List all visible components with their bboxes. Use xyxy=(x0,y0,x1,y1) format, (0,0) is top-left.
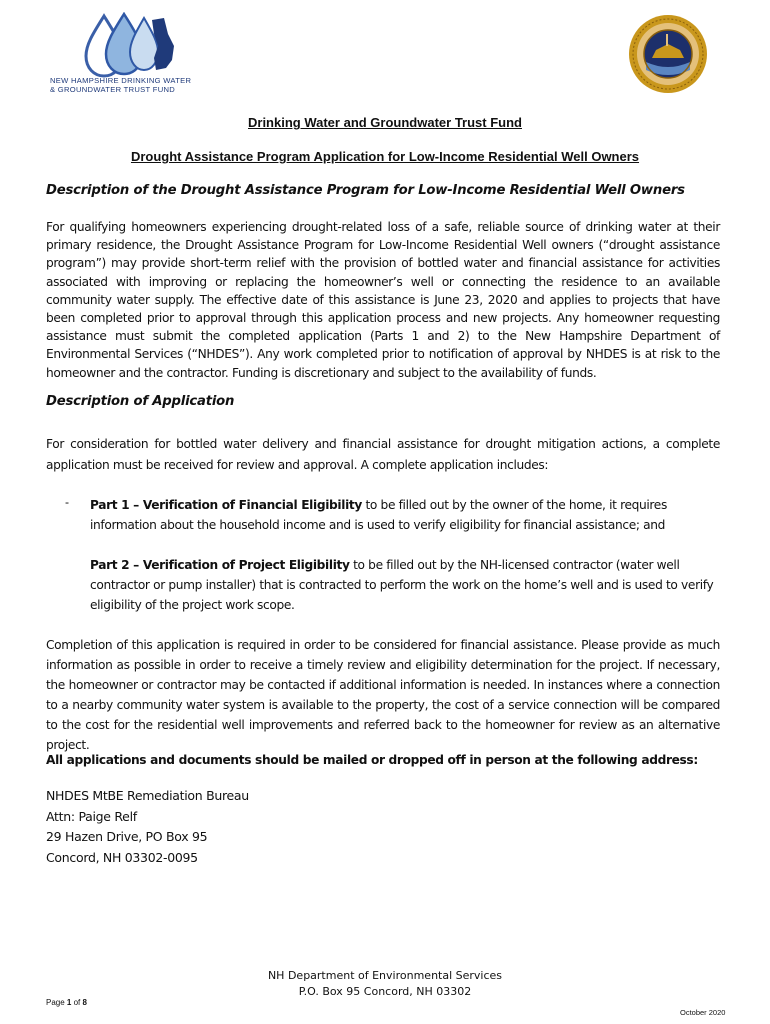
page-number xyxy=(46,998,87,1007)
footer-line-1: NH Department of Environmental Services xyxy=(267,969,503,982)
application-intro-text: For consideration for bottled water delivery and financial assistance for drought mitigation actions, a complete application must be received for review and approval. A complete application includes: xyxy=(46,437,720,472)
address-line-4: Concord, NH 03302-0095 xyxy=(46,849,198,865)
logo-line-2: & GROUNDWATER TRUST FUND xyxy=(50,85,176,94)
page-prefix: Page xyxy=(46,998,67,1007)
footer-address xyxy=(0,968,770,1000)
mailing-heading: All applications and documents should be mailed or dropped off in person at the following address: xyxy=(46,753,698,767)
completion-text: Completion of this application is required in order to be considered for financial assistance. Please provide as much information as possible in order to receive a timely review and eligibility determination for the project. If necessary, the homeowner or contractor may be contacted if additional information is needed. In instances where a connection to a nearby community water system is available to the property, the cost of a service connection will be compared to the cost for the residential well improvements and referred back to the homeowner for review as an alternative project. xyxy=(46,638,720,752)
footer-line-2: P.O. Box 95 Concord, NH 03302 xyxy=(298,985,472,998)
address-line-3: 29 Hazen Drive, PO Box 95 xyxy=(46,829,208,844)
page-of: of xyxy=(71,998,83,1007)
part-1-item xyxy=(90,495,720,535)
page-current: 1 xyxy=(66,998,72,1007)
logo-line-1: NEW HAMPSHIRE DRINKING WATER xyxy=(50,76,192,85)
document-subtitle: Drought Assistance Program Application for Low-Income Residential Well Owners xyxy=(130,149,640,164)
water-drops-logo-icon xyxy=(82,12,178,78)
address-line-1: NHDES MtBE Remediation Bureau xyxy=(46,788,249,803)
mailing-address xyxy=(46,786,249,868)
part-2-label: Part 2 – Verification of Project Eligibility xyxy=(90,558,350,572)
application-description-heading: Description of Application xyxy=(46,394,235,409)
program-description-heading: Description of the Drought Assistance Program for Low-Income Residential Well Owners xyxy=(46,183,685,198)
part-2-text: to be filled out by the NH-licensed contractor (water well contractor or pump installer) that is contracted to perform the work on the home’s well and is used to verify eligibility of the project work scope. xyxy=(90,558,714,612)
part-2-item xyxy=(90,555,720,615)
logo-text xyxy=(50,76,191,94)
program-description-text: For qualifying homeowners experiencing drought-related loss of a safe, reliable source of drinking water at their primary residence, the Drought Assistance Program for Low-Income Residential Well owners (“drought assistance program”) may provide short-term relief with the provision of bottled water and financial assistance for activities associated with improving or replacing the homeowner’s well or connecting the residence to an available community water supply. The effective date of this assistance is June 23, 2020 and applies to projects that have been completed prior to approval through this application process and new projects. Any homeowner requesting assistance must submit the completed application (Parts 1 and 2) to the New Hampshire Department of Environmental Services (“NHDES”). Any work completed prior to notification of approval by NHDES is at risk to the homeowner and the contractor. Funding is discretionary and subject to the availability of funds. xyxy=(46,220,720,380)
revision-date: October 2020 xyxy=(680,1008,726,1017)
part-1-label: Part 1 – Verification of Financial Eligibility xyxy=(90,498,362,512)
address-line-2: Attn: Paige Relf xyxy=(46,808,137,824)
list-bullet: - xyxy=(65,495,70,509)
page-total: 8 xyxy=(82,998,87,1007)
state-seal-icon xyxy=(628,14,708,94)
part-1-text: to be filled out by the owner of the home, it requires information about the household income and is used to verify eligibility for financial assistance; and xyxy=(90,498,667,532)
trust-fund-logo xyxy=(50,12,210,98)
document-title: Drinking Water and Groundwater Trust Fund xyxy=(248,115,522,130)
